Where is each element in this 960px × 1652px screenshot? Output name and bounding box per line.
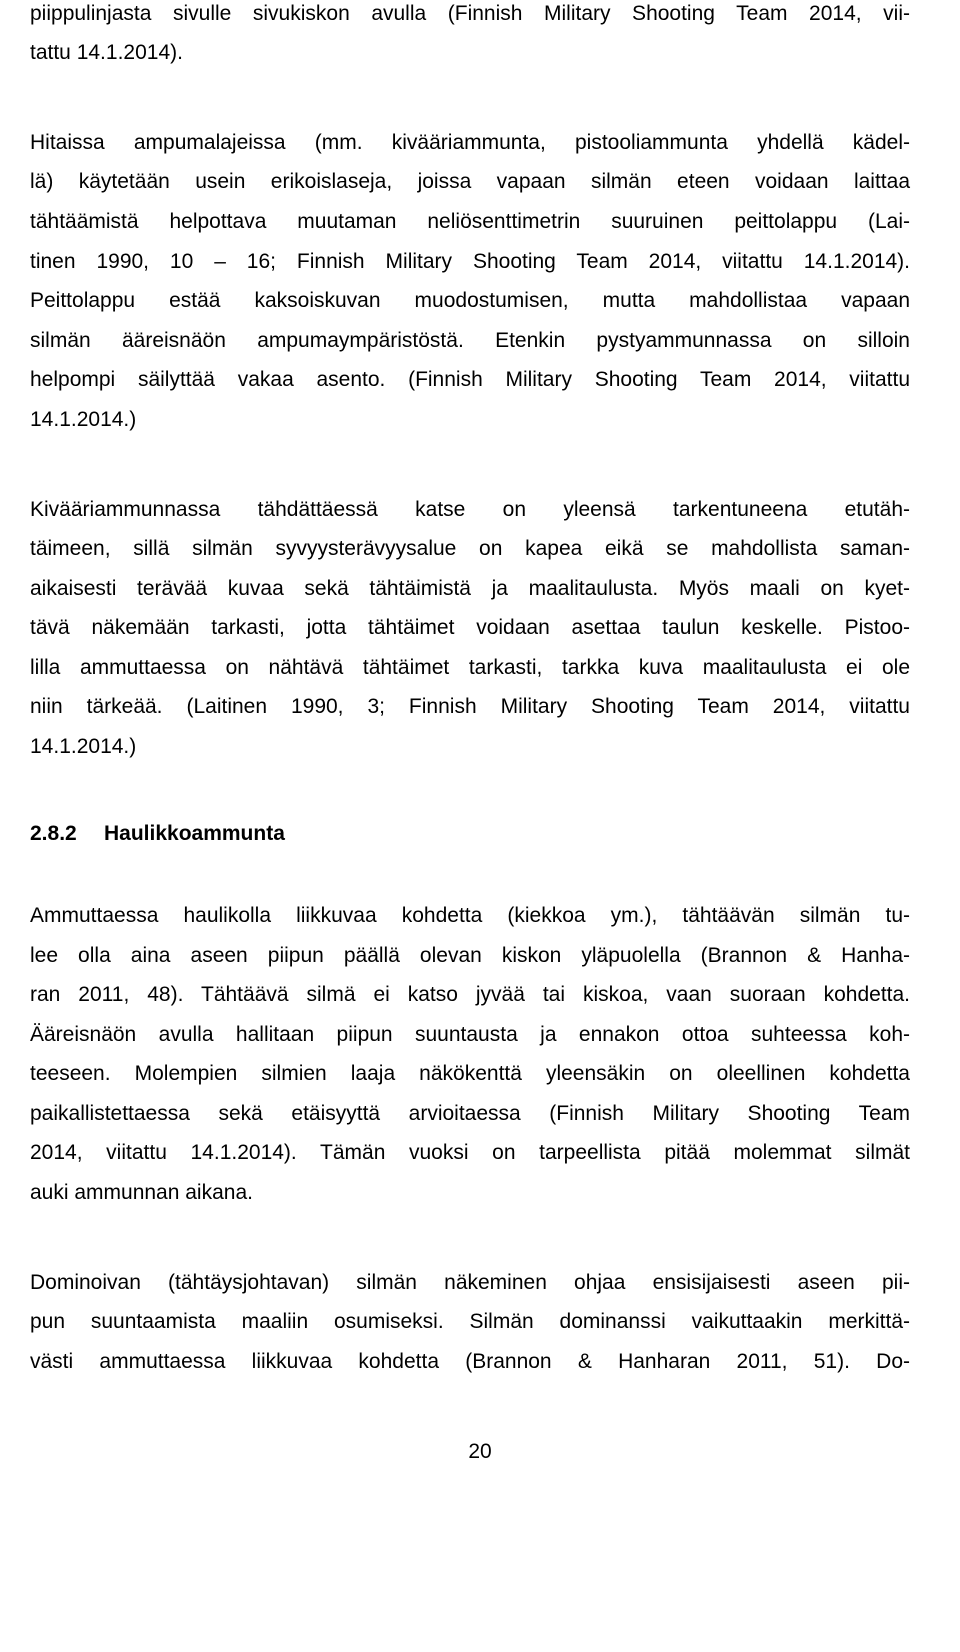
section-title: Haulikkoammunta [104,822,285,845]
paragraph-line: Ammuttaessa haulikolla liikkuvaa kohdetta (kiekkoa ym.), tähtäävän silmän tu- [30,904,910,927]
paragraph-line: lee olla aina aseen piipun päällä olevan kiskon yläpuolella (Brannon & Hanha- [30,944,910,967]
page-number: 20 [468,1440,492,1463]
paragraph-line: Ääreisnäön avulla hallitaan piipun suuntausta ja ennakon ottoa suhteessa koh- [30,1023,910,1046]
paragraph-line: Hitaissa ampumalajeissa (mm. kivääriammunta, pistooliammunta yhdellä kädel- [30,131,910,154]
paragraph-line: tattu 14.1.2014). [30,41,183,64]
paragraph-line: aikaisesti terävää kuvaa sekä tähtäimistä ja maalitaulusta. Myös maali on kyet- [30,577,910,600]
paragraph-line: täimeen, sillä silmän syvyysterävyysalue on kapea eikä se mahdollista saman- [30,537,910,560]
paragraph-line: paikallistettaessa sekä etäisyyttä arvioitaessa (Finnish Military Shooting Team [30,1102,910,1125]
paragraph-line: auki ammunnan aikana. [30,1181,253,1204]
paragraph-line: tävä näkemään tarkasti, jotta tähtäimet voidaan asettaa taulun keskelle. Pistoo- [30,616,910,639]
paragraph-line: 14.1.2014.) [30,408,137,431]
paragraph-line: Kivääriammunnassa tähdättäessä katse on yleensä tarkentuneena etutäh- [30,498,910,521]
paragraph-line: pun suuntaamista maaliin osumiseksi. Silmän dominanssi vaikuttaakin merkittä- [30,1310,910,1333]
paragraph-line: piippulinjasta sivulle sivukiskon avulla (Finnish Military Shooting Team 2014, vii- [30,2,910,25]
paragraph-line: ran 2011, 48). Tähtäävä silmä ei katso jyvää tai kiskoa, vaan suoraan kohdetta. [30,983,910,1006]
paragraph-line: västi ammuttaessa liikkuvaa kohdetta (Brannon & Hanharan 2011, 51). Do- [30,1350,910,1373]
paragraph-line: tinen 1990, 10 – 16; Finnish Military Shooting Team 2014, viitattu 14.1.2014). [30,250,910,273]
section-heading [30,822,285,846]
paragraph-line: tähtäämistä helpottava muutaman neliösenttimetrin suuruinen peittolappu (Lai- [30,210,910,233]
paragraph-line: lä) käytetään usein erikoislaseja, joissa vapaan silmän eteen voidaan laittaa [30,170,910,193]
paragraph-line: niin tärkeää. (Laitinen 1990, 3; Finnish Military Shooting Team 2014, viitattu [30,695,910,718]
section-number: 2.8.2 [30,822,77,845]
paragraph-line: Peittolappu estää kaksoiskuvan muodostumisen, mutta mahdollistaa vapaan [30,289,910,312]
paragraph-line: Dominoivan (tähtäysjohtavan) silmän näkeminen ohjaa ensisijaisesti aseen pii- [30,1271,910,1294]
paragraph-line: 14.1.2014.) [30,735,137,758]
paragraph-line: teeseen. Molempien silmien laaja näkökenttä yleensäkin on oleellinen kohdetta [30,1062,910,1085]
paragraph-line: silmän ääreisnäön ampumaympäristöstä. Etenkin pystyammunnassa on silloin [30,329,910,352]
paragraph-line: 2014, viitattu 14.1.2014). Tämän vuoksi on tarpeellista pitää molemmat silmät [30,1141,910,1164]
paragraph-line: lilla ammuttaessa on nähtävä tähtäimet tarkasti, tarkka kuva maalitaulusta ei ole [30,656,910,679]
paragraph-line: helpompi säilyttää vakaa asento. (Finnish Military Shooting Team 2014, viitattu [30,368,910,391]
